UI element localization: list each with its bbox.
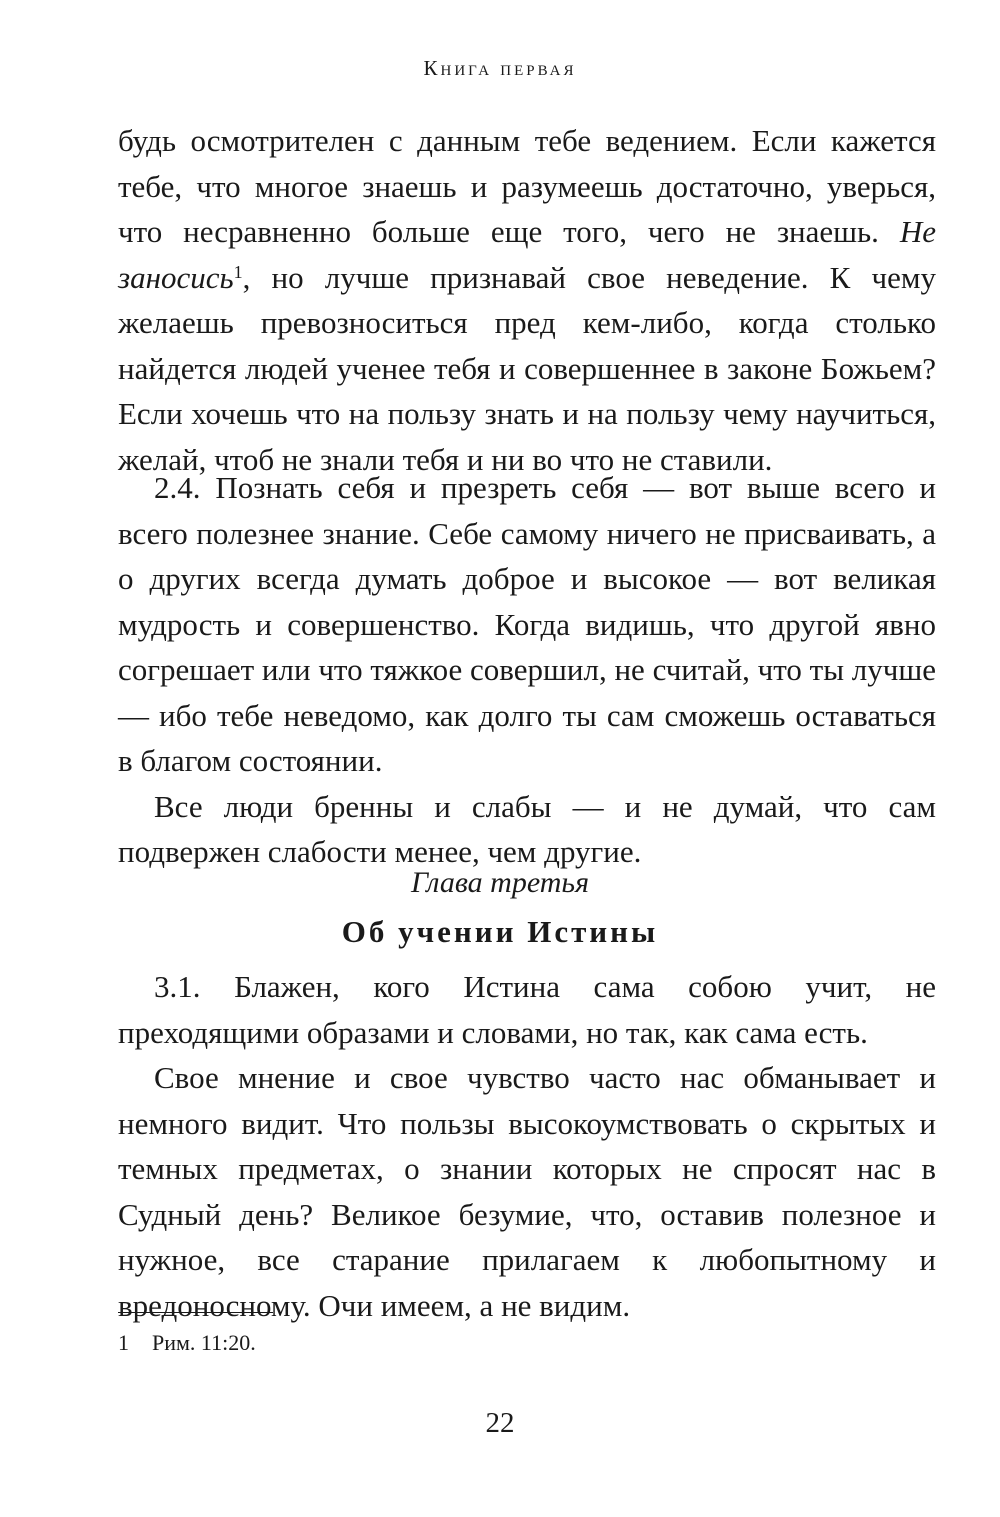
paragraph-text [118, 118, 936, 482]
chapter-title: Об учении Истины [341, 914, 659, 949]
footnote [118, 1330, 256, 1356]
paragraph-continuation [118, 118, 936, 482]
text-before-italic: будь осмотрителен с данным тебе ведением. Если кажется тебе, что многое знаешь и разумеешь достаточно, уверься, что несравненно больше еще того, чего не знаешь. [118, 123, 936, 249]
paragraph-3-1: 3.1. Блажен, кого Истина сама собою учит, не преходящими образами и словами, но так, как сама есть. [118, 969, 936, 1050]
section-3-1 [118, 964, 936, 1328]
section-2-4 [118, 465, 936, 875]
paragraph-2-4-continued: Все люди бренны и слабы — и не думай, что сам подвержен слабости менее, чем другие. [118, 788, 936, 869]
footnote-number: 1 [118, 1330, 129, 1355]
footnote-reference: 1 [233, 261, 243, 282]
paragraph-3-1-continued: Свое мнение и свое чувство часто нас обманывает и немного видит. Что пользы высокоумствовать о скрытых и темных предметах, о знании которых не спросят нас в Судный день? Великое безумие, что, оставив полезное и нужное, все старание прилагаем к любопытному и вредоносному. Очи имеем, а не видим. [118, 1060, 936, 1323]
paragraph-2-4: 2.4. Познать себя и презреть себя — вот выше всего и всего полезнее знание. Себе самому ничего не присваивать, а о других всегда думать доброе и высокое — вот великая мудрость и совершенство. Когда видишь, что другой явно согрешает или что тяжкое совершил, не считай, что ты лучше — ибо тебе неведомо, как долго ты сам сможешь оставаться в благом состоянии. [118, 470, 936, 778]
footnote-divider [118, 1312, 273, 1313]
running-head: Книга первая [423, 56, 577, 80]
text-after-italic: , но лучше признавай свое неведение. К чему желаешь превозноситься пред кем-либо, когда столько найдется людей ученее тебя и совершеннее в законе Божьем? Если хочешь что на пользу знать и на пользу чему научиться, желай, чтоб не знали тебя и ни во что не ставили. [118, 259, 936, 477]
footnote-text: Рим. 11:20. [152, 1330, 256, 1355]
chapter-label: Глава третья [410, 866, 590, 899]
italic-quote: Не заносись [118, 214, 936, 295]
page-number: 22 [485, 1407, 515, 1439]
